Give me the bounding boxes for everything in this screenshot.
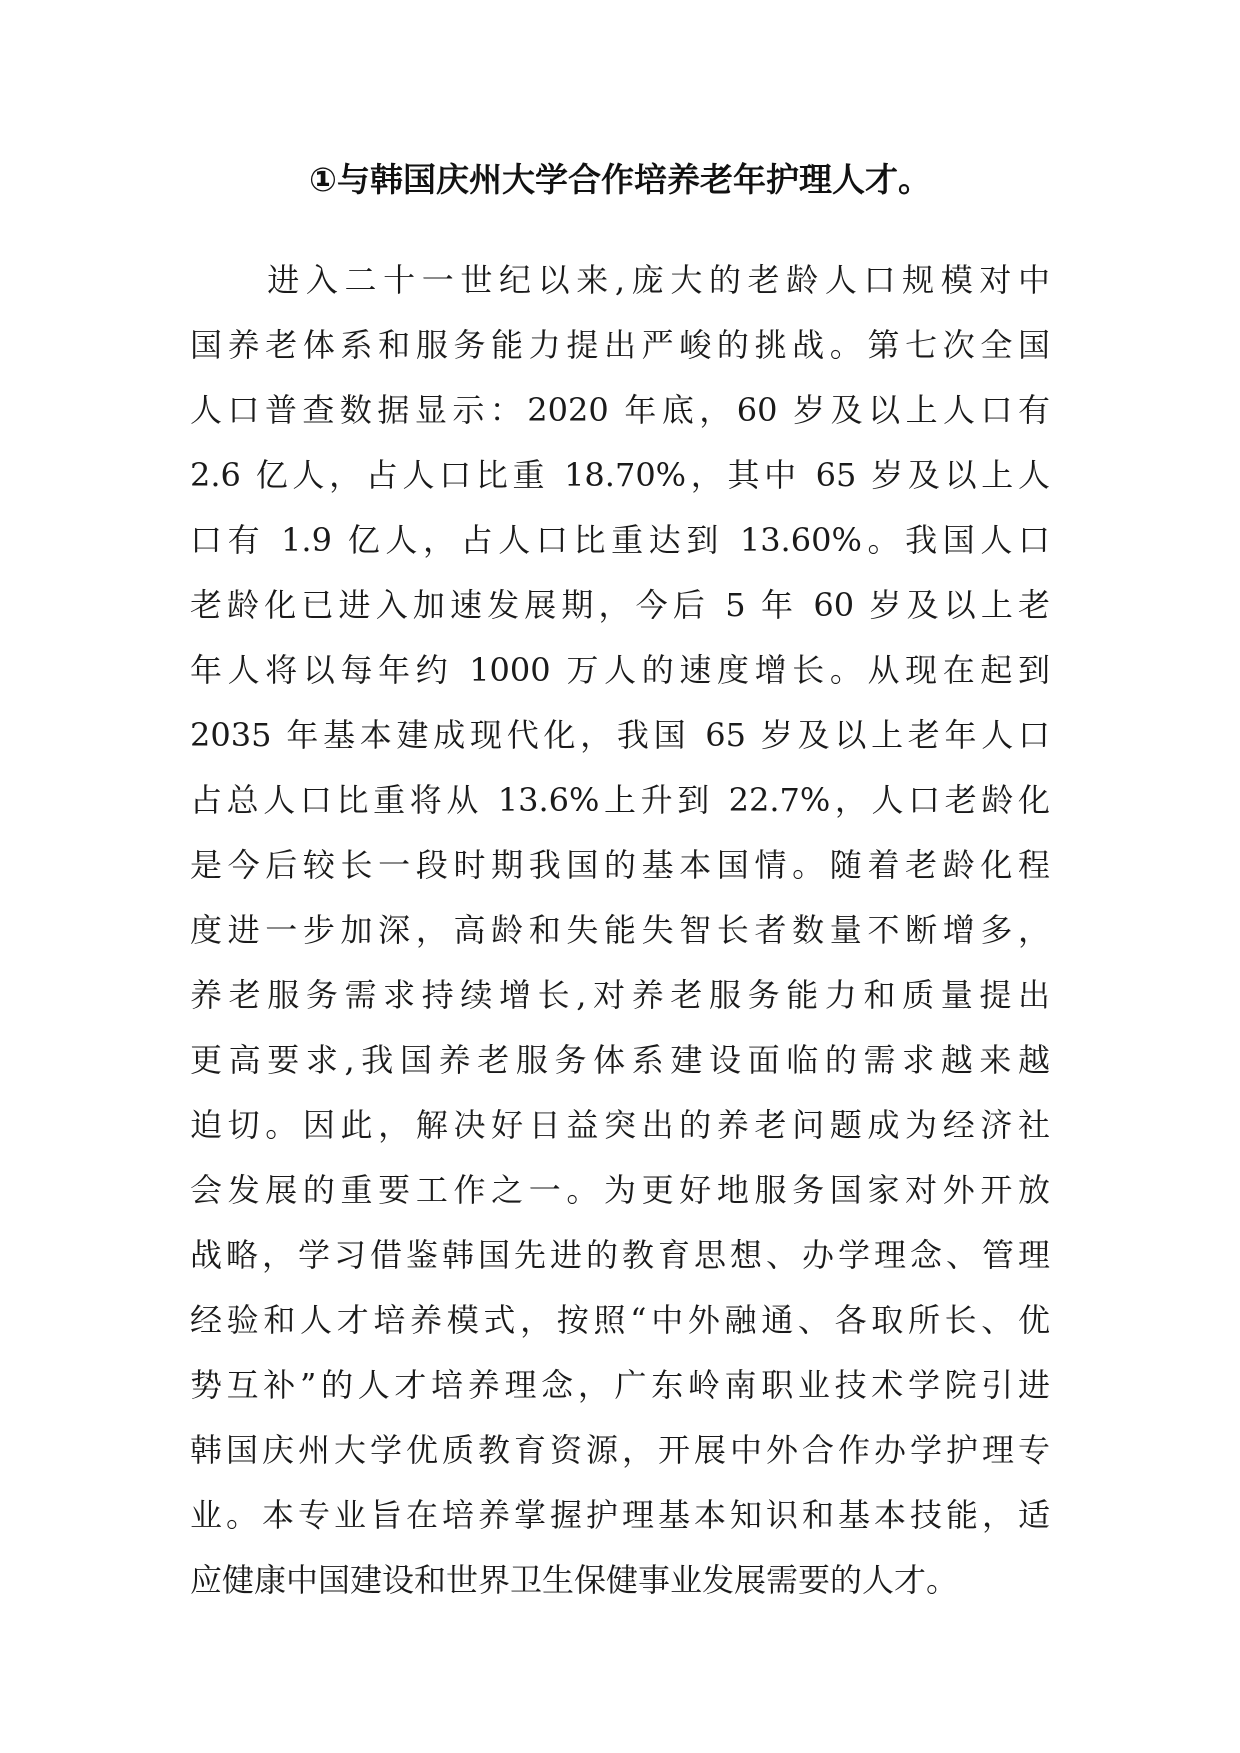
- paragraph-line: 会发展的重要工作之一。为更好地服务国家对外开放: [190, 1171, 1050, 1209]
- paragraph-line: 国养老体系和服务能力提出严峻的挑战。第七次全国: [190, 326, 1050, 364]
- paragraph-line: 占总人口比重将从 13.6%上升到 22.7%，人口老龄化: [190, 781, 1050, 819]
- paragraph-line: 战略，学习借鉴韩国先进的教育思想、办学理念、管理: [190, 1236, 1050, 1274]
- paragraph-line: 度进一步加深，高龄和失能失智长者数量不断增多，: [190, 911, 1050, 949]
- paragraph-line: 年人将以每年约 1000 万人的速度增长。从现在起到: [190, 651, 1050, 689]
- paragraph-line: 应健康中国建设和世界卫生保健事业发展需要的人才。: [190, 1561, 959, 1599]
- paragraph-line: 业。本专业旨在培养掌握护理基本知识和基本技能，适: [190, 1496, 1050, 1534]
- paragraph-line: 进入二十一世纪以来,庞大的老龄人口规模对中: [190, 261, 1050, 299]
- body-paragraph: [190, 248, 1050, 1613]
- paragraph-line: 迫切。因此，解决好日益突出的养老问题成为经济社: [190, 1106, 1050, 1144]
- paragraph-line: 韩国庆州大学优质教育资源，开展中外合作办学护理专: [190, 1431, 1050, 1469]
- paragraph-line: 2.6 亿人，占人口比重 18.70%，其中 65 岁及以上人: [190, 456, 1050, 494]
- page-title: ①与韩国庆州大学合作培养老年护理人才。: [309, 160, 931, 199]
- paragraph-line: 势互补”的人才培养理念，广东岭南职业技术学院引进: [190, 1366, 1050, 1404]
- paragraph-line: 是今后较长一段时期我国的基本国情。随着老龄化程: [190, 846, 1050, 884]
- paragraph-line: 2035 年基本建成现代化，我国 65 岁及以上老年人口: [190, 716, 1050, 754]
- paragraph-line: 老龄化已进入加速发展期，今后 5 年 60 岁及以上老: [190, 586, 1050, 624]
- paragraph-line: 养老服务需求持续增长,对养老服务能力和质量提出: [190, 976, 1050, 1014]
- paragraph-line: 更高要求,我国养老服务体系建设面临的需求越来越: [190, 1041, 1050, 1079]
- paragraph-line: 经验和人才培养模式，按照“中外融通、各取所长、优: [190, 1301, 1050, 1339]
- paragraph-line: 人口普查数据显示：2020 年底，60 岁及以上人口有: [190, 391, 1050, 429]
- paragraph-line: 口有 1.9 亿人，占人口比重达到 13.60%。我国人口: [190, 521, 1050, 559]
